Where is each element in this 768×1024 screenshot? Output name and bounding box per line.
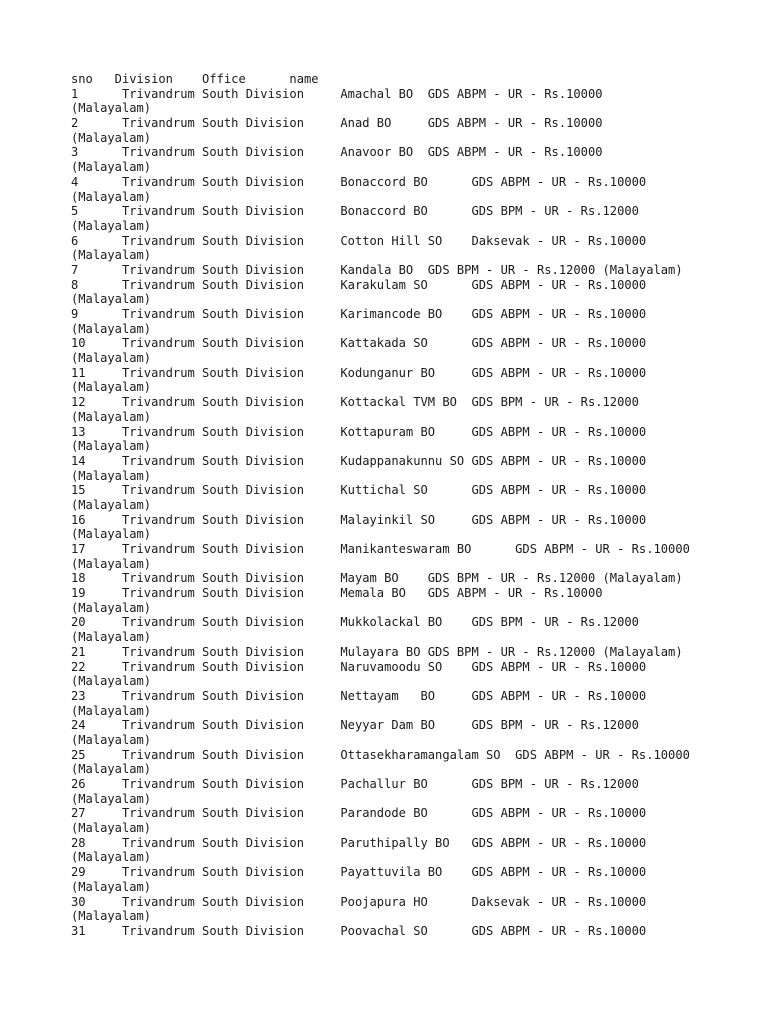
list-item bbox=[71, 425, 761, 454]
list-item bbox=[71, 87, 761, 116]
record-line: 10 Trivandrum South Division Kattakada SO GDS ABPM - UR - Rs.10000 bbox=[71, 336, 647, 351]
record-continuation-line: (Malayalam) bbox=[71, 527, 152, 542]
record-line: 17 Trivandrum South Division Manikanteswaram BO GDS ABPM - UR - Rs.10000 bbox=[71, 542, 690, 556]
record-continuation-line: (Malayalam) bbox=[71, 791, 152, 806]
record-continuation-line: (Malayalam) bbox=[71, 248, 152, 263]
list-item bbox=[71, 145, 761, 174]
list-item bbox=[71, 307, 761, 336]
record-continuation-line: (Malayalam) bbox=[71, 380, 152, 395]
record-line: 14 Trivandrum South Division Kudappanakunnu SO GDS ABPM - UR - Rs.10000 bbox=[71, 453, 647, 468]
record-line: 21 Trivandrum South Division Mulayara BO GDS BPM - UR - Rs.12000 (Malayalam) bbox=[71, 644, 683, 659]
record-line: 31 Trivandrum South Division Poovachal SO GDS ABPM - UR - Rs.10000 bbox=[71, 923, 647, 938]
list-item bbox=[71, 513, 761, 542]
list-item bbox=[71, 175, 761, 204]
record-continuation-line: (Malayalam) bbox=[71, 703, 152, 718]
record-continuation-line: (Malayalam) bbox=[71, 630, 152, 645]
record-continuation-line: (Malayalam) bbox=[71, 850, 152, 865]
record-line: 18 Trivandrum South Division Mayam BO GDS BPM - UR - Rs.12000 (Malayalam) bbox=[71, 571, 683, 586]
list-item bbox=[71, 748, 761, 777]
record-line: 25 Trivandrum South Division Ottasekharamangalam SO GDS ABPM - UR - Rs.10000 bbox=[71, 747, 690, 762]
record-line: 20 Trivandrum South Division Mukkolackal BO GDS BPM - UR - Rs.12000 bbox=[71, 615, 639, 630]
column-header: sno Division Office name bbox=[71, 72, 319, 86]
record-continuation-line: (Malayalam) bbox=[71, 101, 152, 116]
record-continuation-line: (Malayalam) bbox=[71, 218, 152, 233]
record-continuation-line: (Malayalam) bbox=[71, 879, 152, 894]
record-line: 3 Trivandrum South Division Anavoor BO GDS ABPM - UR - Rs.10000 bbox=[71, 145, 603, 160]
record-line: 15 Trivandrum South Division Kuttichal SO GDS ABPM - UR - Rs.10000 bbox=[71, 483, 647, 498]
list-item bbox=[71, 718, 761, 747]
record-line: 29 Trivandrum South Division Payattuvila BO GDS ABPM - UR - Rs.10000 bbox=[71, 865, 647, 880]
list-item bbox=[71, 204, 761, 233]
list-item bbox=[71, 924, 761, 939]
record-line: 7 Trivandrum South Division Kandala BO GDS BPM - UR - Rs.12000 (Malayalam) bbox=[71, 262, 683, 277]
list-item bbox=[71, 116, 761, 145]
record-line: 5 Trivandrum South Division Bonaccord BO GDS BPM - UR - Rs.12000 bbox=[71, 204, 639, 219]
record-line: 26 Trivandrum South Division Pachallur BO GDS BPM - UR - Rs.12000 bbox=[71, 777, 639, 791]
document-body bbox=[71, 72, 761, 939]
record-line: 28 Trivandrum South Division Paruthipally BO GDS ABPM - UR - Rs.10000 bbox=[71, 835, 647, 850]
record-continuation-line: (Malayalam) bbox=[71, 351, 152, 366]
record-continuation-line: (Malayalam) bbox=[71, 468, 152, 483]
record-line: 6 Trivandrum South Division Cotton Hill SO Daksevak - UR - Rs.10000 bbox=[71, 233, 647, 248]
list-item bbox=[71, 806, 761, 835]
record-continuation-line: (Malayalam) bbox=[71, 439, 152, 454]
record-continuation-line: (Malayalam) bbox=[71, 556, 152, 571]
list-item bbox=[71, 395, 761, 424]
list-item bbox=[71, 278, 761, 307]
record-continuation-line: (Malayalam) bbox=[71, 674, 152, 689]
record-continuation-line: (Malayalam) bbox=[71, 600, 152, 615]
list-item bbox=[71, 660, 761, 689]
list-item bbox=[71, 542, 761, 571]
record-line: 27 Trivandrum South Division Parandode BO GDS ABPM - UR - Rs.10000 bbox=[71, 806, 647, 821]
list-item bbox=[71, 571, 761, 586]
record-continuation-line: (Malayalam) bbox=[71, 909, 152, 924]
record-list bbox=[71, 87, 761, 939]
list-item bbox=[71, 689, 761, 718]
record-line: 11 Trivandrum South Division Kodunganur BO GDS ABPM - UR - Rs.10000 bbox=[71, 365, 647, 380]
record-line: 1 Trivandrum South Division Amachal BO GDS ABPM - UR - Rs.10000 bbox=[71, 86, 603, 101]
record-line: 2 Trivandrum South Division Anad BO GDS ABPM - UR - Rs.10000 bbox=[71, 116, 603, 131]
record-continuation-line: (Malayalam) bbox=[71, 821, 152, 836]
list-item bbox=[71, 836, 761, 865]
record-line: 24 Trivandrum South Division Neyyar Dam BO GDS BPM - UR - Rs.12000 bbox=[71, 718, 639, 733]
list-item bbox=[71, 777, 761, 806]
record-line: 9 Trivandrum South Division Karimancode BO GDS ABPM - UR - Rs.10000 bbox=[71, 307, 647, 321]
record-continuation-line: (Malayalam) bbox=[71, 189, 152, 204]
record-line: 4 Trivandrum South Division Bonaccord BO GDS ABPM - UR - Rs.10000 bbox=[71, 174, 647, 189]
list-item bbox=[71, 895, 761, 924]
list-item bbox=[71, 263, 761, 278]
list-item bbox=[71, 586, 761, 615]
list-item bbox=[71, 336, 761, 365]
record-continuation-line: (Malayalam) bbox=[71, 160, 152, 175]
record-continuation-line: (Malayalam) bbox=[71, 409, 152, 424]
list-item bbox=[71, 366, 761, 395]
list-item bbox=[71, 615, 761, 644]
record-line: 16 Trivandrum South Division Malayinkil SO GDS ABPM - UR - Rs.10000 bbox=[71, 512, 647, 527]
record-line: 23 Trivandrum South Division Nettayam BO GDS ABPM - UR - Rs.10000 bbox=[71, 688, 647, 703]
record-continuation-line: (Malayalam) bbox=[71, 321, 152, 336]
record-line: 19 Trivandrum South Division Memala BO GDS ABPM - UR - Rs.10000 bbox=[71, 586, 603, 601]
record-continuation-line: (Malayalam) bbox=[71, 762, 152, 777]
record-continuation-line: (Malayalam) bbox=[71, 292, 152, 307]
record-line: 8 Trivandrum South Division Karakulam SO GDS ABPM - UR - Rs.10000 bbox=[71, 277, 647, 292]
record-line: 30 Trivandrum South Division Poojapura HO Daksevak - UR - Rs.10000 bbox=[71, 894, 647, 909]
list-item bbox=[71, 865, 761, 894]
list-item bbox=[71, 234, 761, 263]
list-item bbox=[71, 454, 761, 483]
list-item bbox=[71, 645, 761, 660]
record-line: 22 Trivandrum South Division Naruvamoodu SO GDS ABPM - UR - Rs.10000 bbox=[71, 659, 647, 674]
record-continuation-line: (Malayalam) bbox=[71, 732, 152, 747]
record-line: 12 Trivandrum South Division Kottackal TVM BO GDS BPM - UR - Rs.12000 bbox=[71, 395, 639, 410]
list-item bbox=[71, 483, 761, 512]
record-line: 13 Trivandrum South Division Kottapuram BO GDS ABPM - UR - Rs.10000 bbox=[71, 424, 647, 439]
record-continuation-line: (Malayalam) bbox=[71, 130, 152, 145]
record-continuation-line: (Malayalam) bbox=[71, 497, 152, 512]
